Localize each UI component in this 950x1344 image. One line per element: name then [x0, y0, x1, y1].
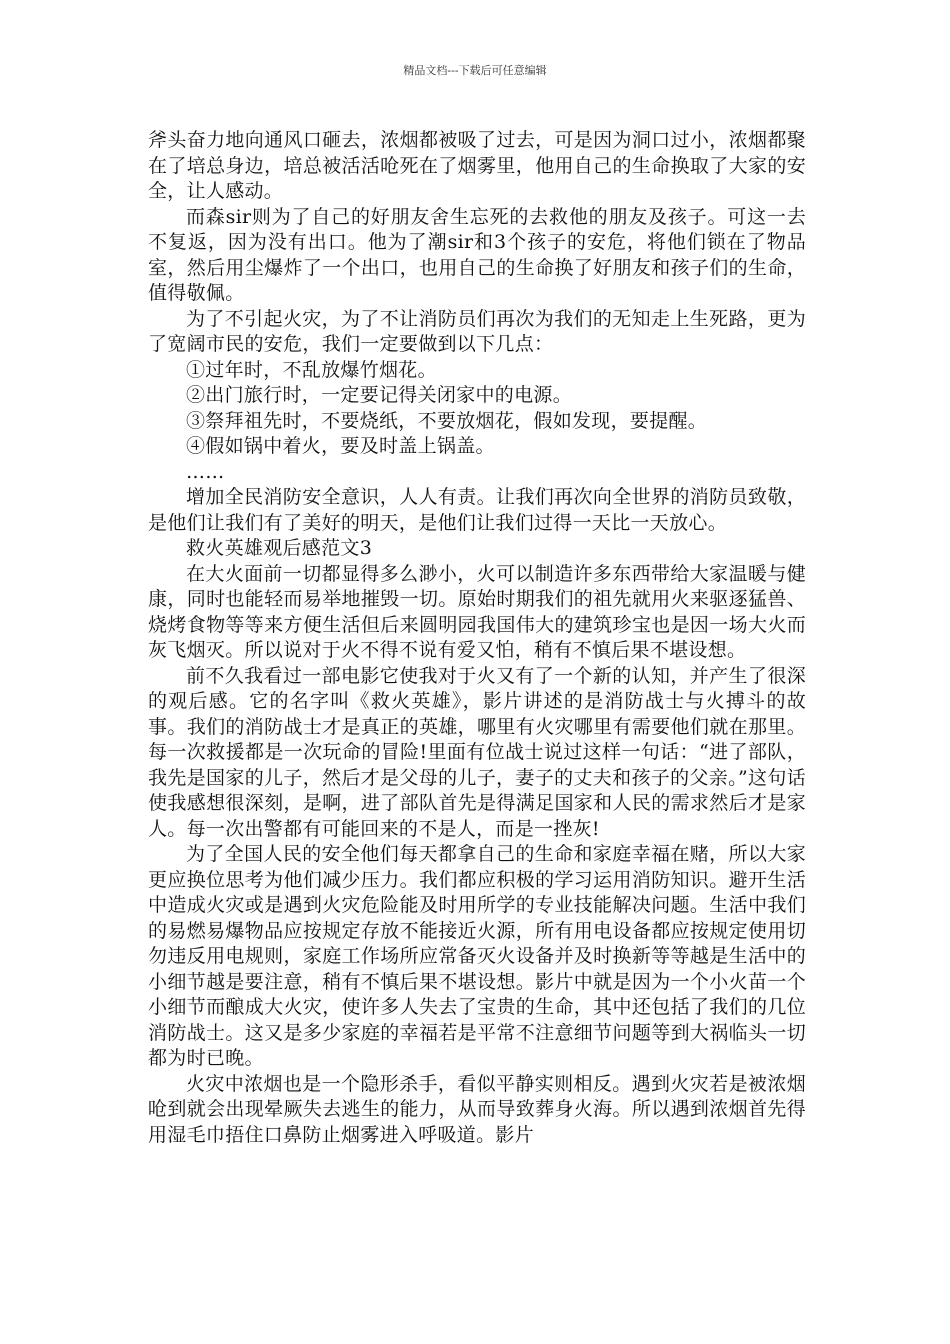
paragraph: 为了全国人民的安全他们每天都拿自己的生命和家庭幸福在赌，所以大家更应换位思考为他们减少压力。我们都应积极的学习运用消防知识。避开生活中造成火灾或是遇到火灾危险能及时用所学的专业技能解决问题。生活中我们的易燃易爆物品应按规定存放不能接近火源，所有用电设备都应按规定使用切勿违反用电规则，家庭工作场所应常备灭火设备并及时换新等等越是生活中的小细节越是要注意，稍有不慎后果不堪设想。影片中就是因为一个小火苗一个小细节而酿成大火灾，使许多人失去了宝贵的生命，其中还包括了我们的几位消防战士。这又是多少家庭的幸福若是平常不注意细节问题等到大祸临头一切都为时已晚。 — [148, 843, 806, 1069]
paragraph: 前不久我看过一部电影它使我对于火又有了一个新的认知，并产生了很深的观后感。它的名字叫《救火英雄》，影片讲述的是消防战士与火搏斗的故事。我们的消防战士才是真正的英雄，哪里有火灾哪里有需要他们就在那里。每一次救援都是一次玩命的冒险!里面有位战士说过这样一句话：“进了部队，我先是国家的儿子，然后才是父母的儿子，妻子的丈夫和孩子的父亲。”这句话使我感想很深刻，是啊，进了部队首先是得满足国家和人民的需求然后才是家人。每一次出警都有可能回来的不是人，而是一挫灰! — [148, 664, 806, 840]
list-item: ①过年时，不乱放爆竹烟花。 — [186, 358, 437, 381]
paragraph: 增加全民消防安全意识，人人有责。让我们再次向全世界的消防员致敬，是他们让我们有了美好的明天，是他们让我们过得一天比一天放心。 — [148, 486, 806, 534]
paragraph: 在大火面前一切都显得多么渺小，火可以制造许多东西带给大家温暖与健康，同时也能轻而易举地摧毁一切。原始时期我们的祖先就用火来驱逐猛兽、烧烤食物等等来方便生活但后来圆明园我国伟大的建筑珍宝也是因一场大火而灰飞烟灭。所以说对于火不得不说有爱又怕，稍有不慎后果不堪设想。 — [148, 562, 806, 661]
list-item: ④假如锅中着火，要及时盖上锅盖。 — [186, 435, 495, 457]
document-body — [148, 128, 806, 1148]
ellipsis-line: …… — [186, 460, 225, 483]
list-item: ②出门旅行时，一定要记得关闭家中的电源。 — [186, 384, 573, 406]
paragraph: 火灾中浓烟也是一个隐形杀手，看似平静实则相反。遇到火灾若是被浓烟呛到就会出现晕厥失去逃生的能力，从而导致葬身火海。所以遇到浓烟首先得用湿毛巾捂住口鼻防止烟雾进入呼吸道。影片 — [148, 1072, 806, 1146]
paragraph: 为了不引起火灾，为了不让消防员们再次为我们的无知走上生死路，更为了宽阔市民的安危，我们一定要做到以下几点： — [148, 307, 806, 355]
paragraph: 而森sir则为了自己的好朋友舍生忘死的去救他的朋友及孩子。可这一去不复返，因为没有出口。他为了潮sir和3个孩子的安危，将他们锁在了物品室，然后用尘爆炸了一个出口，也用自己的生命换了好朋友和孩子们的生命，值得敬佩。 — [148, 205, 806, 304]
page-header: 精品文档---下载后可任意编辑 — [403, 64, 547, 77]
paragraph: 斧头奋力地向通风口砸去，浓烟都被吸了过去，可是因为洞口过小，浓烟都聚在了培总身边，培总被活活呛死在了烟雾里，他用自己的生命换取了大家的安全，让人感动。 — [148, 129, 806, 202]
list-item: ③祭拜祖先时，不要烧纸，不要放烟花，假如发现，要提醒。 — [186, 409, 708, 432]
section-heading: 救火英雄观后感范文3 — [186, 537, 373, 559]
